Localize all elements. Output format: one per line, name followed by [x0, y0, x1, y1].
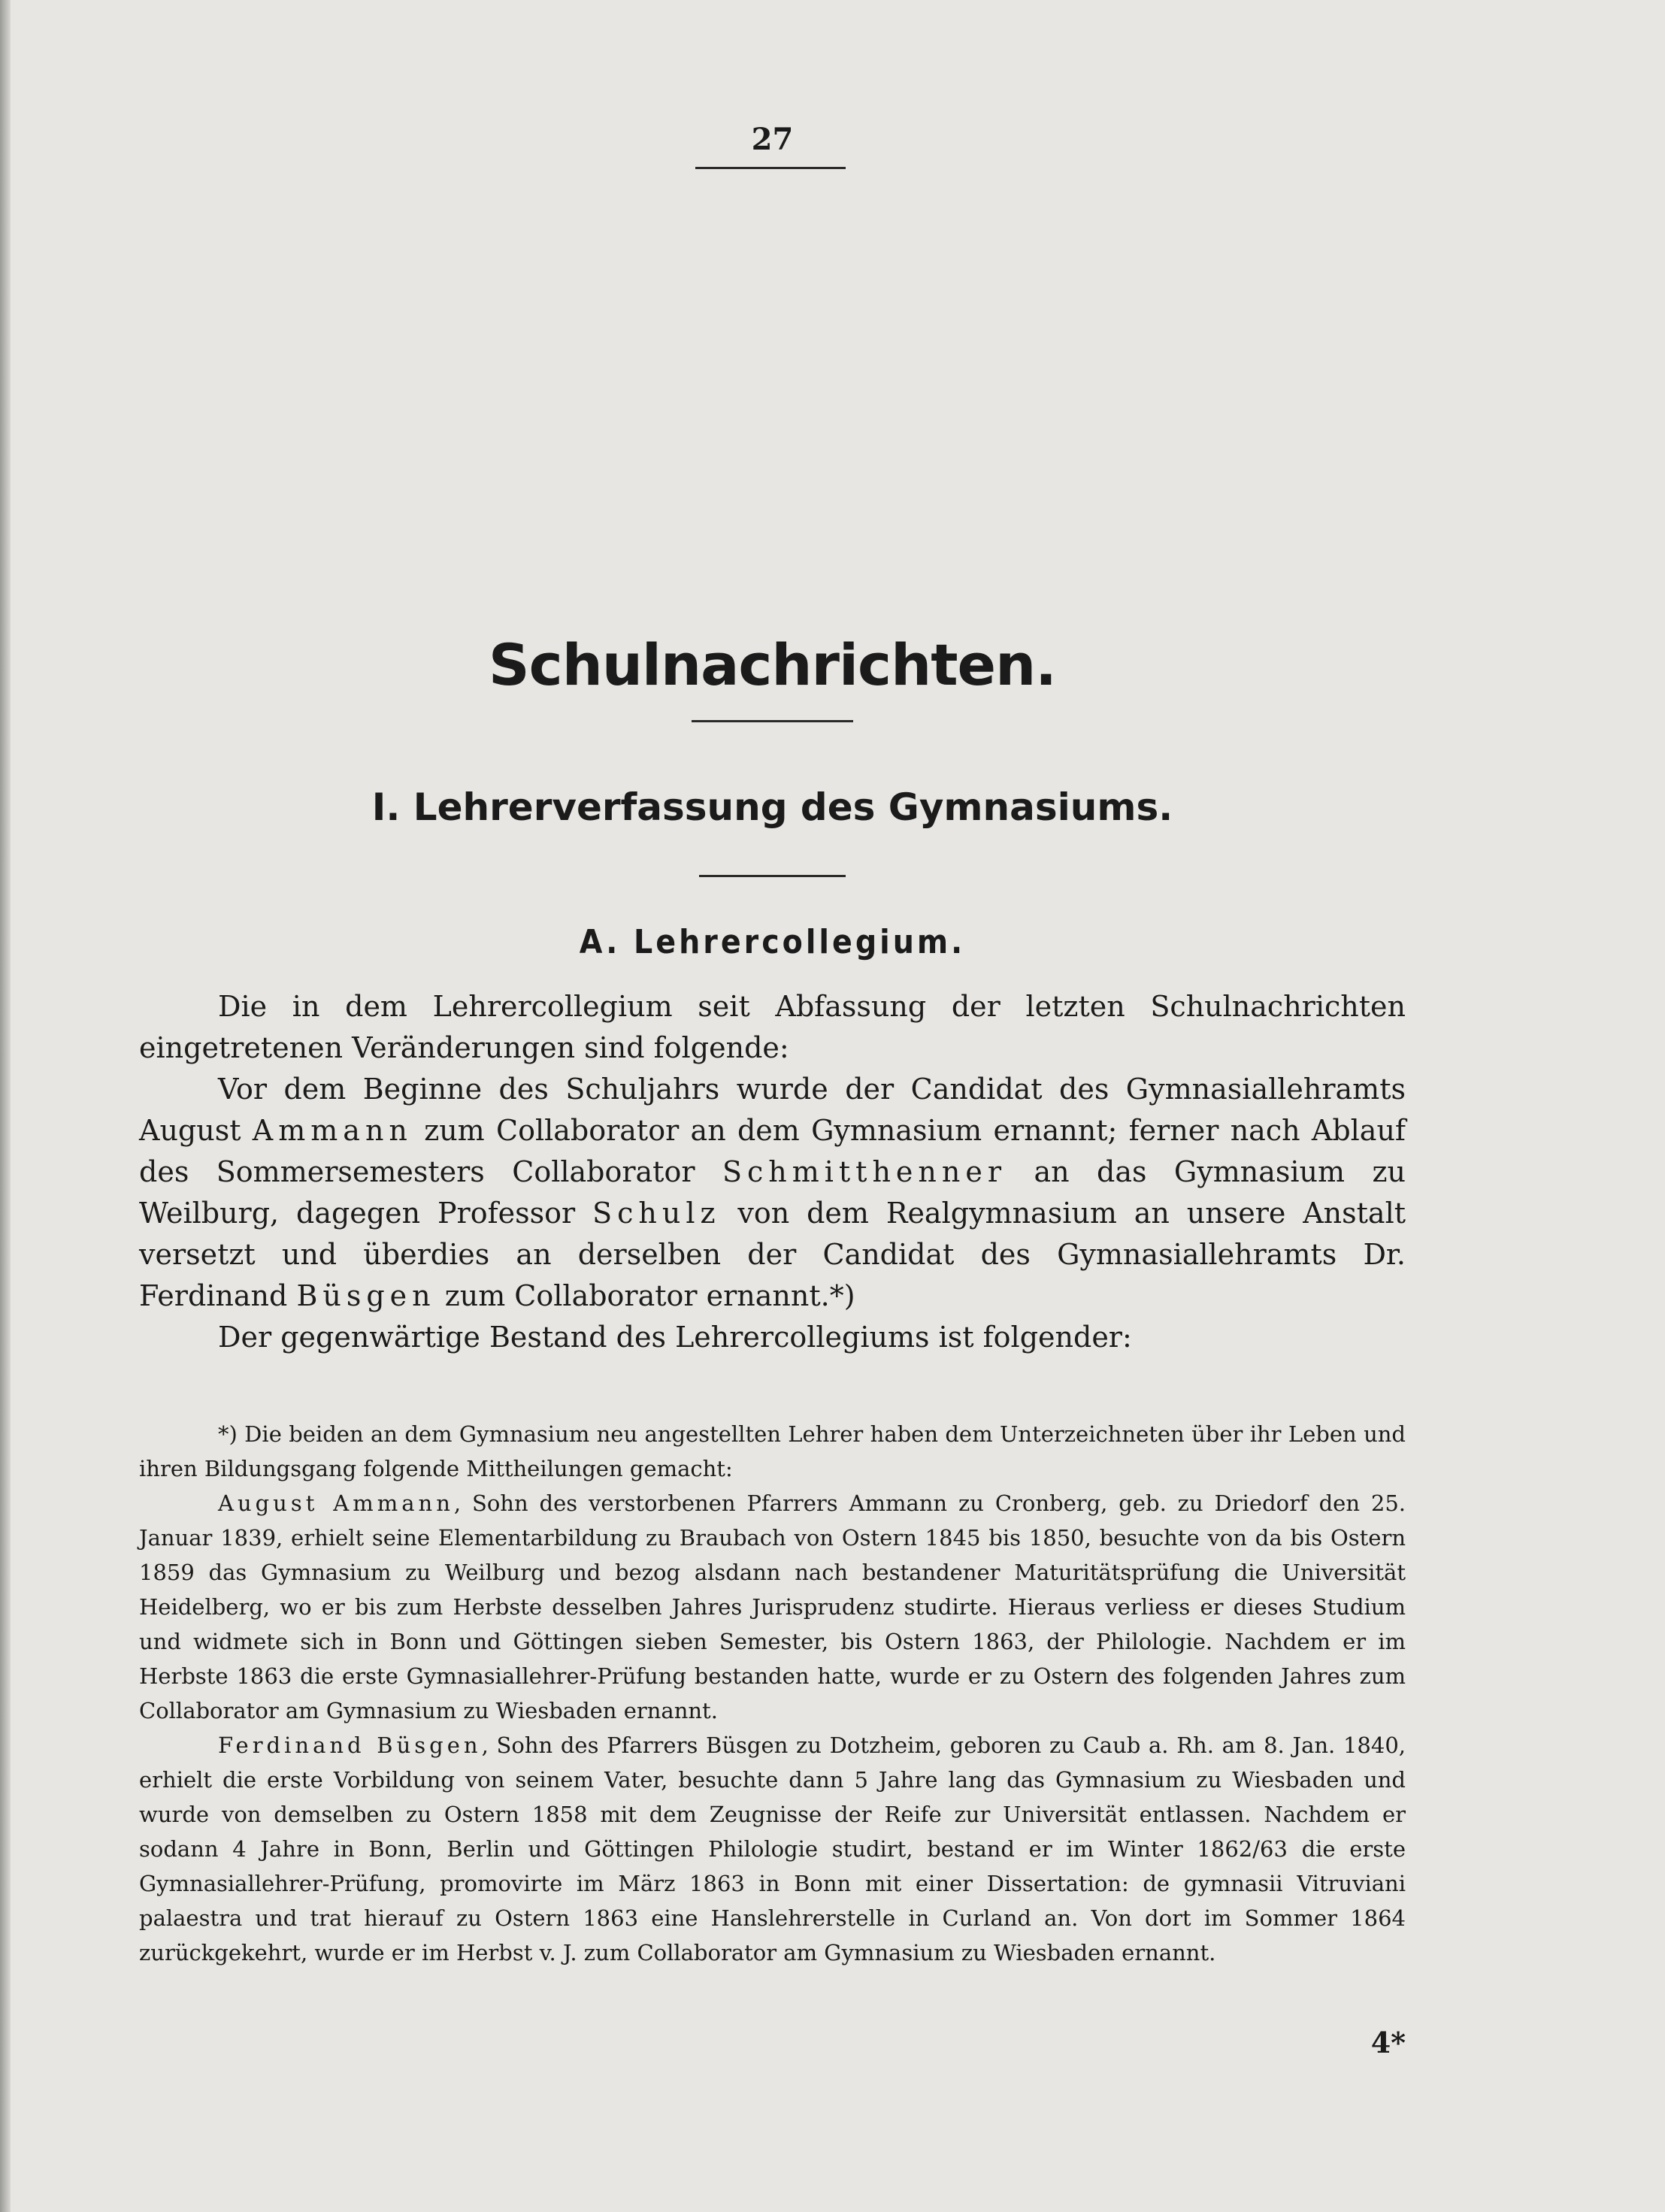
footnote-buesgen [139, 1728, 1406, 1970]
footnote-name-buesgen: Ferdinand Büsgen [218, 1732, 482, 1758]
person-name-ammann: Ammann [252, 1114, 413, 1147]
main-title: Schulnachrichten. [488, 631, 1057, 698]
subsection-heading: A. Lehrercollegium. [579, 923, 966, 961]
person-name-schulz: Schulz [592, 1197, 721, 1230]
body-paragraph-1: Die in dem Lehrercollegium seit Abfassung der letzten Schulnachrichten eingetretenen Veränderungen sind folgende: [139, 990, 1406, 1064]
body-text-segment: zum Collaborator ernannt.*) [435, 1279, 855, 1312]
page-number-rule [695, 167, 846, 169]
section-rule [699, 875, 846, 877]
footnote-intro: *) Die beiden an dem Gymnasium neu angestellten Lehrer haben dem Unterzeichneten über ihr Leben und ihren Bildungsgang folgende Mittheilungen gemacht: [139, 1421, 1406, 1481]
page-edge-shadow [0, 0, 11, 2212]
body-paragraph-3: Der gegenwärtige Bestand des Lehrercollegiums ist folgender: [218, 1321, 1132, 1354]
body-text-segment: zum Collaborator an dem Gymnasium ernannt; ferner nach Ablauf des Sommersemesters Collaborator [139, 1114, 1406, 1188]
footnote-name-ammann: August Ammann [218, 1490, 454, 1516]
section-heading: I. Lehrerverfassung des Gymnasiums. [371, 785, 1173, 829]
person-name-schmitthenner: Schmitthenner [722, 1155, 1007, 1188]
footnote-ammann [139, 1486, 1406, 1728]
footnote-text-ammann: , Sohn des verstorbenen Pfarrers Ammann zu Cronberg, geb. zu Driedorf den 25. Januar 1839, erhielt seine Elementarbildung zu Braubach von Ostern 1845 bis 1850, besuchte von da bis Ostern 1859 das Gymnasium zu Weilburg und bezog alsdann nach bestandener Maturitätsprüfung die Universität Heidelberg, wo er bis zum Herbste desselben Jahres Jurisprudenz studirte. Hieraus verliess er dieses Studium und widmete sich in Bonn und Göttingen sieben Semester, bis Ostern 1863, der Philologie. Nachdem er im Herbste 1863 die erste Gymnasiallehrer-Prüfung bestanden hatte, wurde er zu Ostern des folgenden Jahres zum Collaborator am Gymnasium zu Wiesbaden ernannt. [139, 1490, 1406, 1723]
footnote-text-buesgen: , Sohn des Pfarrers Büsgen zu Dotzheim, geboren zu Caub a. Rh. am 8. Jan. 1840, erhielt die erste Vorbildung von seinem Vater, besuchte dann 5 Jahre lang das Gymnasium zu Wiesbaden und wurde von demselben zu Ostern 1858 mit dem Zeugnisse der Reife zur Universität entlassen. Nachdem er sodann 4 Jahre in Bonn, Berlin und Göttingen Philologie studirt, bestand er im Winter 1862/63 die erste Gymnasiallehrer-Prüfung, promovirte im März 1863 in Bonn mit einer Dissertation: de gymnasii Vitruviani palaestra und trat hierauf zu Ostern 1863 eine Hanslehrerstelle in Curland an. Von dort im Sommer 1864 zurückgekehrt, wurde er im Herbst v. J. zum Collaborator am Gymnasium zu Wiesbaden ernannt. [139, 1732, 1406, 1965]
title-rule [692, 720, 853, 722]
page-number: 27 [751, 122, 794, 157]
body-text [139, 986, 1406, 1358]
signature-mark: 4* [1370, 2026, 1406, 2059]
body-paragraph-2 [139, 1069, 1406, 1317]
body-text-segment: von dem Realgymnasium an unsere Anstalt versetzt und überdies an derselben der Candidat des Gymnasiallehramts Dr. Ferdinand [139, 1197, 1406, 1312]
person-name-buesgen: Büsgen [296, 1279, 436, 1312]
footnotes [139, 1417, 1406, 1970]
body-text-segment: an das Gymnasium zu Weilburg, dagegen Professor [139, 1155, 1406, 1230]
body-text-segment: Vor dem Beginne des Schuljahrs wurde der Candidat des Gymnasiallehramts August [139, 1073, 1406, 1147]
